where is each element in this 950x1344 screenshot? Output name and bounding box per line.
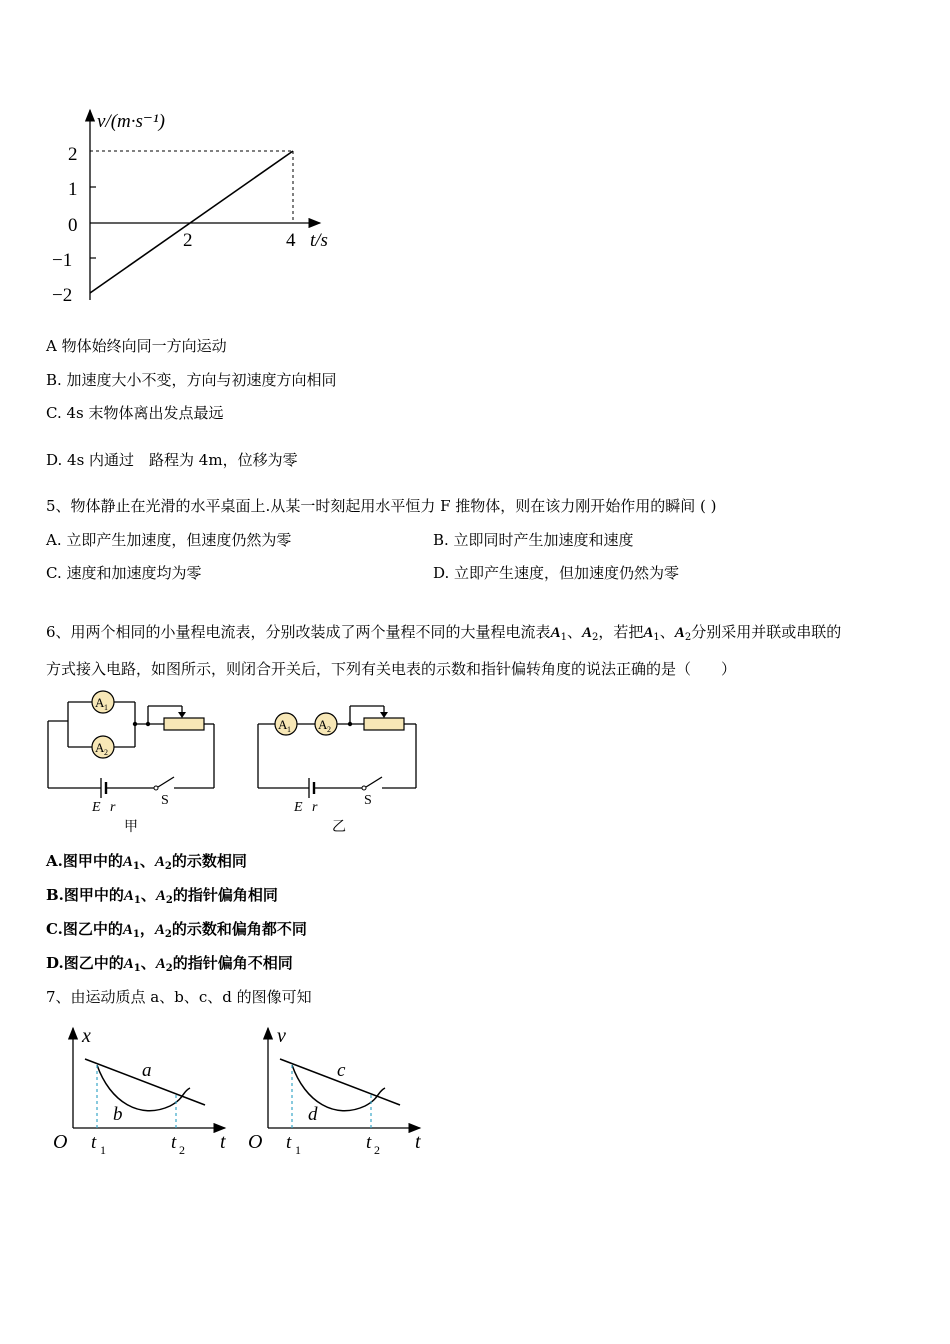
svg-text:E: E	[294, 800, 303, 815]
rheostat	[364, 718, 404, 730]
y-tick-neg2: −2	[52, 285, 73, 306]
svg-text:r: r	[110, 800, 116, 815]
svg-text:S: S	[161, 793, 169, 808]
svg-text:1: 1	[104, 703, 108, 712]
q6-stem-line1: 6、用两个相同的小量程电流表，分别改装成了两个量程不同的大量程电流表$A_1$、$A_2$，若把$A_1$、$A_2$分别采用并联或串联的	[46, 623, 842, 643]
svg-text:O: O	[248, 1131, 263, 1153]
switch	[366, 777, 382, 787]
velocity-line	[90, 151, 293, 293]
q4-option-c: C. 4s 末物体离出发点最远	[46, 404, 224, 422]
q7-stem: 7、由运动质点 a、b、c、d 的图像可知	[46, 988, 312, 1006]
y-tick-neg1: −1	[52, 250, 73, 271]
circuit-jia	[44, 686, 224, 836]
x-tick-4: 4	[286, 230, 296, 251]
x-axis-label: t/s	[310, 230, 328, 251]
svg-text:2: 2	[104, 748, 108, 757]
svg-text:t: t	[91, 1132, 97, 1153]
q4-option-b: B. 加速度大小不变，方向与初速度方向相同	[46, 371, 337, 389]
svg-text:x: x	[82, 1025, 91, 1047]
q5-option-a: A. 立即产生加速度，但速度仍然为零	[46, 531, 292, 549]
q6-stem-line2: 方式接入电路，如图所示，则闭合开关后，下列有关电表的示数和指针偏转角度的说法正确的是（ ）	[46, 660, 737, 678]
q5-option-c: C. 速度和加速度均为零	[46, 564, 202, 582]
rheostat	[164, 718, 204, 730]
y-tick-1: 1	[68, 179, 78, 200]
svg-text:r: r	[312, 800, 318, 815]
svg-text:a: a	[142, 1060, 152, 1081]
svg-text:b: b	[113, 1104, 123, 1125]
q4-option-a: A 物体始终向同一方向运动	[46, 337, 227, 355]
svg-text:v: v	[277, 1025, 286, 1047]
y-axis-label: v/(m·s⁻¹)	[97, 111, 165, 132]
svg-text:t: t	[171, 1132, 177, 1153]
caption-jia: 甲	[124, 820, 138, 835]
vt-graph-cd	[245, 1022, 435, 1162]
svg-text:1: 1	[287, 725, 291, 734]
y-tick-2: 2	[68, 144, 78, 165]
caption-yi: 乙	[332, 820, 346, 835]
xt-graph	[50, 1022, 240, 1162]
q6-option-c: C.图乙中的$A_1$，$A_2$的示数和偏角都不同	[46, 920, 307, 940]
svg-text:c: c	[337, 1060, 346, 1081]
y-tick-0: 0	[68, 215, 78, 236]
svg-text:t: t	[366, 1132, 372, 1153]
q6-option-b: B.图甲中的$A_1$、$A_2$的指针偏角相同	[46, 886, 278, 906]
svg-text:d: d	[308, 1104, 318, 1125]
svg-text:S: S	[364, 793, 372, 808]
svg-text:A: A	[95, 740, 105, 755]
svg-text:1: 1	[295, 1143, 301, 1157]
svg-text:t: t	[286, 1132, 292, 1153]
svg-text:t: t	[220, 1131, 226, 1153]
switch	[158, 777, 174, 787]
svg-text:O: O	[53, 1131, 68, 1153]
svg-text:2: 2	[374, 1143, 380, 1157]
svg-text:2: 2	[327, 725, 331, 734]
q5-stem: 5、物体静止在光滑的水平桌面上.从某一时刻起用水平恒力 F 推物体，则在该力刚开始作用的瞬间 ( )	[46, 497, 717, 515]
q6-option-a: A.图甲中的$A_1$、$A_2$的示数相同	[46, 852, 247, 872]
svg-text:2: 2	[179, 1143, 185, 1157]
q6-option-d: D.图乙中的$A_1$、$A_2$的指针偏角不相同	[46, 954, 293, 974]
svg-text:A: A	[318, 717, 328, 732]
svg-text:t: t	[415, 1131, 421, 1153]
svg-text:A: A	[278, 717, 288, 732]
x-tick-2: 2	[183, 230, 193, 251]
q5-option-b: B. 立即同时产生加速度和速度	[433, 531, 634, 549]
svg-text:1: 1	[100, 1143, 106, 1157]
svg-text:E: E	[92, 800, 101, 815]
vt-graph	[40, 105, 360, 315]
circuit-yi	[254, 686, 434, 836]
q5-option-d: D. 立即产生速度，但加速度仍然为零	[433, 564, 680, 582]
svg-text:A: A	[95, 695, 105, 710]
q4-option-d: D. 4s 内通过 路程为 4m，位移为零	[46, 451, 298, 469]
